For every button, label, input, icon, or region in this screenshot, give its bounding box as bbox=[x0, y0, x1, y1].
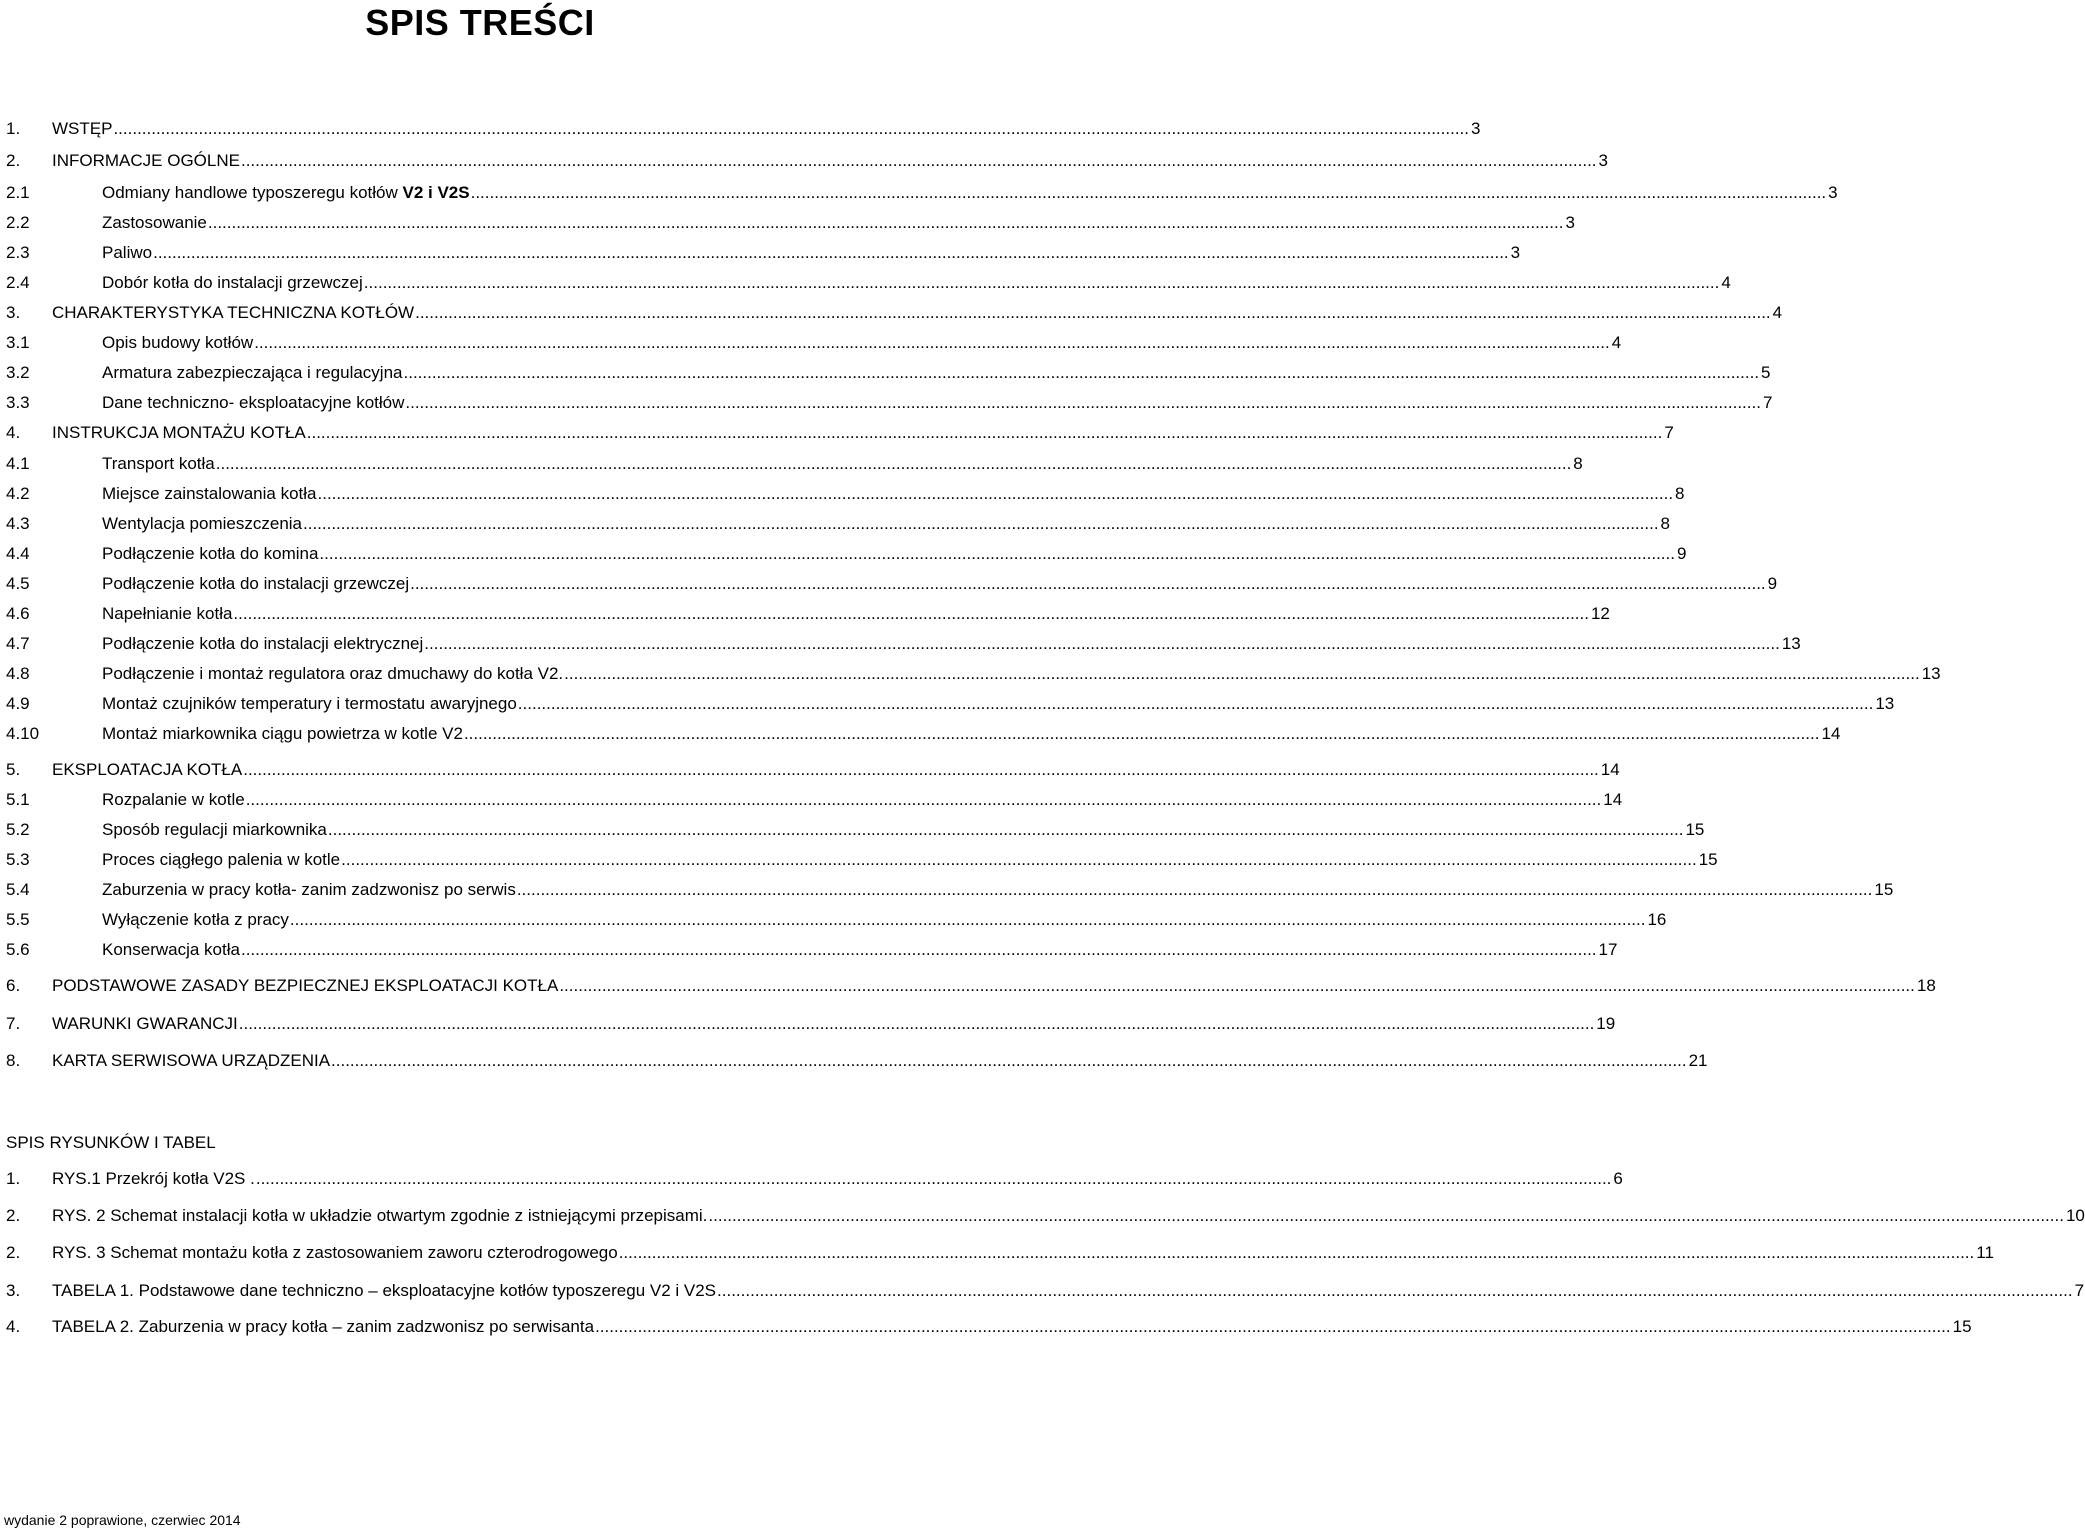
toc-entry[interactable] bbox=[6, 1048, 1708, 1074]
entry-title-text: Podłączenie kotła do komina bbox=[102, 544, 319, 563]
dot-leader bbox=[327, 817, 1684, 843]
page-number: 3 bbox=[1828, 183, 1838, 202]
entry-number: 1. bbox=[6, 1169, 21, 1188]
entry-title-text: INSTRUKCJA MONTAŻU KOTŁA bbox=[52, 423, 306, 442]
entry-number: 4.1 bbox=[6, 454, 30, 473]
entry-title-text: Wyłączenie kotła z pracy bbox=[102, 910, 289, 929]
page-number: 5 bbox=[1761, 363, 1771, 382]
page-number: 14 bbox=[1600, 760, 1620, 779]
entry-title bbox=[52, 1278, 716, 1304]
entry-number: 7. bbox=[6, 1014, 21, 1033]
toc-entry[interactable] bbox=[6, 907, 1667, 933]
entry-title bbox=[102, 787, 245, 813]
entry-title-text: Opis budowy kotłów bbox=[102, 333, 254, 352]
entry-number: 3. bbox=[6, 303, 21, 322]
entry-title bbox=[102, 721, 463, 747]
page-number: 8 bbox=[1573, 454, 1583, 473]
figure-entry[interactable] bbox=[6, 1240, 1994, 1266]
entry-number: 5.1 bbox=[6, 790, 30, 809]
entry-number: 2.2 bbox=[6, 213, 30, 232]
entry-title-text: Montaż czujników temperatury i termostatu awaryjnego bbox=[102, 694, 517, 713]
page-number: 7 bbox=[2074, 1281, 2085, 1300]
page-number: 3 bbox=[1598, 151, 1608, 170]
dot-leader bbox=[404, 390, 1761, 416]
toc-entry[interactable] bbox=[6, 300, 1783, 326]
entry-title-text: TABELA 2. Zaburzenia w pracy kotła – zanim zadzwonisz po serwisanta bbox=[52, 1317, 595, 1336]
toc-entry[interactable] bbox=[6, 817, 1705, 843]
page-number: 13 bbox=[1875, 694, 1895, 713]
page-number: 14 bbox=[1603, 790, 1623, 809]
page-number: 14 bbox=[1821, 724, 1841, 743]
entry-number: 4.9 bbox=[6, 694, 30, 713]
entry-number: 3.2 bbox=[6, 363, 30, 382]
page-number: 13 bbox=[1921, 664, 1941, 683]
page-number: 15 bbox=[1698, 850, 1718, 869]
entry-title bbox=[102, 817, 327, 843]
entry-title-text: Armatura zabezpieczająca i regulacyjna bbox=[102, 363, 403, 382]
dot-leader bbox=[306, 420, 1663, 446]
page-number: 15 bbox=[1952, 1317, 1972, 1336]
entry-title-text: TABELA 1. Podstawowe dane techniczno – eksploatacyjne kotłów typoszeregu V2 i V2S bbox=[52, 1281, 717, 1300]
page-number: 4 bbox=[1611, 333, 1622, 352]
entry-title bbox=[102, 481, 317, 507]
dot-leader bbox=[594, 1314, 1951, 1340]
entry-title-text: Miejsce zainstalowania kotła bbox=[102, 484, 317, 503]
entry-title-text: Montaż miarkownika ciągu powietrza w kotle V2 bbox=[102, 724, 463, 743]
toc-entry[interactable] bbox=[6, 691, 1895, 717]
toc-entry[interactable] bbox=[6, 240, 1521, 266]
page-number: 4 bbox=[1721, 273, 1731, 292]
entry-number: 2. bbox=[6, 1206, 21, 1225]
entry-title bbox=[102, 691, 517, 717]
entry-number: 4.5 bbox=[6, 574, 30, 593]
entry-number: 4.4 bbox=[6, 544, 30, 563]
entry-title bbox=[52, 1240, 618, 1266]
entry-number: 8. bbox=[6, 1051, 21, 1070]
entry-title-text: PODSTAWOWE ZASADY BEZPIECZNEJ EKSPLOATACJI KOTŁA bbox=[52, 976, 559, 995]
entry-title bbox=[52, 1048, 330, 1074]
entry-title bbox=[52, 1166, 255, 1192]
page-number: 17 bbox=[1598, 940, 1618, 959]
toc-entry[interactable] bbox=[6, 937, 1618, 963]
entry-number: 4.6 bbox=[6, 604, 30, 623]
entry-title-text: Paliwo bbox=[102, 243, 153, 262]
dot-leader bbox=[253, 330, 1610, 356]
page-number: 7 bbox=[1762, 393, 1773, 412]
entry-number: 2. bbox=[6, 151, 21, 170]
dot-leader bbox=[240, 148, 1597, 174]
entry-title bbox=[102, 210, 207, 236]
toc-entry[interactable] bbox=[6, 330, 1622, 356]
entry-title-text: KARTA SERWISOWA URZĄDZENIA bbox=[52, 1051, 331, 1070]
entry-title-text: Konserwacja kotła bbox=[102, 940, 240, 959]
entry-title bbox=[102, 571, 409, 597]
entry-number: 6. bbox=[6, 976, 21, 995]
entry-title-text: EKSPLOATACJA KOTŁA bbox=[52, 760, 243, 779]
entry-number: 3.1 bbox=[6, 333, 30, 352]
entry-number: 2.4 bbox=[6, 273, 30, 292]
entry-title-text: CHARAKTERYSTYKA TECHNICZNA KOTŁÓW bbox=[52, 303, 415, 322]
toc-entry[interactable] bbox=[6, 721, 1841, 747]
entry-title-text: Zaburzenia w pracy kotła- zanim zadzwonisz po serwis bbox=[102, 880, 516, 899]
toc-entry[interactable] bbox=[6, 631, 1801, 657]
dot-leader bbox=[238, 1011, 1595, 1037]
dot-leader bbox=[340, 847, 1697, 873]
entry-number: 5.6 bbox=[6, 940, 30, 959]
entry-title-text: WSTĘP bbox=[52, 119, 113, 138]
entry-title-text: Proces ciągłego palenia w kotle bbox=[102, 850, 341, 869]
entry-number: 2.1 bbox=[6, 183, 30, 202]
entry-number: 5.5 bbox=[6, 910, 30, 929]
entry-number: 5. bbox=[6, 760, 21, 779]
entry-number: 4.7 bbox=[6, 634, 30, 653]
entry-title-text: Wentylacja pomieszczenia bbox=[102, 514, 302, 533]
entry-title bbox=[52, 1203, 707, 1229]
toc-entry[interactable] bbox=[6, 210, 1575, 236]
page-number: 13 bbox=[1781, 634, 1801, 653]
figure-entry[interactable] bbox=[6, 1203, 2085, 1229]
dot-leader bbox=[707, 1203, 2064, 1229]
entry-title bbox=[102, 451, 215, 477]
page-number: 12 bbox=[1590, 604, 1610, 623]
entry-title-text: Zastosowanie bbox=[102, 213, 207, 232]
page-number: 11 bbox=[1976, 1243, 1994, 1262]
dot-leader bbox=[517, 691, 1874, 717]
dot-leader bbox=[240, 937, 1597, 963]
entry-number: 5.3 bbox=[6, 850, 30, 869]
entry-title bbox=[102, 631, 423, 657]
dot-leader bbox=[245, 787, 1602, 813]
page-number: 6 bbox=[1613, 1169, 1623, 1188]
entry-title-text: Dane techniczno- eksploatacyjne kotłów bbox=[102, 393, 405, 412]
toc-entry[interactable] bbox=[6, 270, 1731, 296]
dot-leader bbox=[363, 270, 1720, 296]
entry-number: 5.4 bbox=[6, 880, 30, 899]
dot-leader bbox=[302, 511, 1659, 537]
figure-entry[interactable] bbox=[6, 1314, 1972, 1340]
entry-title-text: Napełnianie kotła bbox=[102, 604, 233, 623]
entry-title bbox=[52, 1011, 238, 1037]
entry-title bbox=[102, 601, 232, 627]
dot-leader bbox=[112, 116, 1469, 142]
toc-entry[interactable] bbox=[6, 148, 1608, 174]
entry-title bbox=[102, 661, 563, 687]
entry-title bbox=[102, 541, 318, 567]
dot-leader bbox=[207, 210, 1564, 236]
page-number: 21 bbox=[1688, 1051, 1708, 1070]
entry-title bbox=[52, 1314, 594, 1340]
dot-leader bbox=[414, 300, 1771, 326]
dot-leader bbox=[255, 1166, 1612, 1192]
entry-title-text: WARUNKI GWARANCJI bbox=[52, 1014, 238, 1033]
toc-entry[interactable] bbox=[6, 420, 1674, 446]
dot-leader bbox=[289, 907, 1646, 933]
entry-title bbox=[102, 180, 470, 206]
figure-entry[interactable] bbox=[6, 1166, 1623, 1192]
entry-title-text: Podłączenie i montaż regulatora oraz dmuchawy do kotła V2. bbox=[102, 664, 564, 683]
toc-entry[interactable] bbox=[6, 180, 1838, 206]
entry-title bbox=[102, 240, 152, 266]
toc-entry[interactable] bbox=[6, 787, 1623, 813]
toc-entry[interactable] bbox=[6, 847, 1718, 873]
figures-heading: SPIS RYSUNKÓW I TABEL bbox=[6, 1133, 216, 1152]
entry-title bbox=[52, 757, 242, 783]
dot-leader bbox=[470, 180, 1827, 206]
page-number: 9 bbox=[1676, 544, 1687, 563]
toc-entry[interactable] bbox=[6, 757, 1620, 783]
entry-title bbox=[102, 330, 253, 356]
toc-entry[interactable] bbox=[6, 661, 1941, 687]
entry-title-text: Transport kotła bbox=[102, 454, 215, 473]
entry-number: 3. bbox=[6, 1281, 21, 1300]
entry-title bbox=[102, 937, 240, 963]
entry-title-text: Odmiany handlowe typoszeregu kotłów bbox=[102, 183, 403, 202]
entry-title bbox=[52, 420, 306, 446]
entry-title-text: INFORMACJE OGÓLNE bbox=[52, 151, 240, 170]
entry-title bbox=[52, 116, 112, 142]
entry-number: 5.2 bbox=[6, 820, 30, 839]
entry-title-text: Sposób regulacji miarkownika bbox=[102, 820, 327, 839]
entry-title-text: RYS.1 Przekrój kotła V2S . bbox=[52, 1169, 255, 1188]
figure-entry[interactable] bbox=[6, 1278, 2085, 1304]
page-number: 3 bbox=[1471, 119, 1481, 138]
page-number: 8 bbox=[1675, 484, 1685, 503]
dot-leader bbox=[330, 1048, 1687, 1074]
dot-leader bbox=[318, 541, 1675, 567]
entry-number: 4.3 bbox=[6, 514, 30, 533]
entry-title bbox=[102, 877, 516, 903]
dot-leader bbox=[317, 481, 1674, 507]
toc-entry[interactable] bbox=[6, 877, 1894, 903]
toc-entry[interactable] bbox=[6, 481, 1685, 507]
entry-title bbox=[52, 148, 240, 174]
page-number: 10 bbox=[2065, 1206, 2085, 1225]
entry-number: 3.3 bbox=[6, 393, 30, 412]
page-number: 15 bbox=[1685, 820, 1705, 839]
dot-leader bbox=[463, 721, 1820, 747]
dot-leader bbox=[215, 451, 1572, 477]
dot-leader bbox=[558, 973, 1915, 999]
entry-title bbox=[52, 973, 558, 999]
toc-entry[interactable] bbox=[6, 571, 1778, 597]
page-number: 3 bbox=[1510, 243, 1521, 262]
entry-title-text: RYS. 2 Schemat instalacji kotła w układzie otwartym zgodnie z istniejącymi przepisami. bbox=[52, 1206, 708, 1225]
page-number: 18 bbox=[1916, 976, 1936, 995]
dot-leader bbox=[152, 240, 1509, 266]
page-number: 8 bbox=[1660, 514, 1671, 533]
entry-title-bold: V2 i V2S bbox=[402, 183, 470, 202]
toc-entry[interactable] bbox=[6, 116, 1481, 142]
toc-entry[interactable] bbox=[6, 511, 1671, 537]
entry-title bbox=[102, 907, 289, 933]
dot-leader bbox=[232, 601, 1589, 627]
entry-number: 4.2 bbox=[6, 484, 30, 503]
entry-title-text: RYS. 3 Schemat montażu kotła z zastosowaniem zaworu czterodrogowego bbox=[52, 1243, 618, 1262]
page-number: 4 bbox=[1772, 303, 1783, 322]
page-title: SPIS TREŚCI bbox=[365, 2, 595, 43]
toc-entry[interactable] bbox=[6, 601, 1610, 627]
toc-entry[interactable] bbox=[6, 360, 1771, 386]
page-number: 7 bbox=[1664, 423, 1674, 442]
entry-title bbox=[102, 390, 404, 416]
page-number: 19 bbox=[1596, 1014, 1616, 1033]
dot-leader bbox=[716, 1278, 2073, 1304]
dot-leader bbox=[618, 1240, 1975, 1266]
dot-leader bbox=[423, 631, 1780, 657]
page-number: 16 bbox=[1647, 910, 1667, 929]
dot-leader bbox=[409, 571, 1766, 597]
entry-title-text: Rozpalanie w kotle bbox=[102, 790, 245, 809]
entry-number: 2.3 bbox=[6, 243, 30, 262]
entry-title-text: Podłączenie kotła do instalacji grzewczej bbox=[102, 574, 410, 593]
toc-entry[interactable] bbox=[6, 451, 1583, 477]
dot-leader bbox=[563, 661, 1920, 687]
entry-title-text: Dobór kotła do instalacji grzewczej bbox=[102, 273, 363, 292]
page-number: 3 bbox=[1565, 213, 1575, 232]
footer-edition: wydanie 2 poprawione, czerwiec 2014 bbox=[4, 1512, 241, 1528]
entry-title-text: Podłączenie kotła do instalacji elektrycznej bbox=[102, 634, 424, 653]
entry-title bbox=[102, 847, 340, 873]
entry-number: 4. bbox=[6, 1317, 21, 1336]
toc-entry[interactable] bbox=[6, 390, 1773, 416]
entry-number: 4.10 bbox=[6, 724, 40, 743]
toc-entry[interactable] bbox=[6, 973, 1936, 999]
page-number: 9 bbox=[1767, 574, 1778, 593]
entry-title bbox=[52, 300, 414, 326]
dot-leader bbox=[242, 757, 1599, 783]
toc-entry[interactable] bbox=[6, 1011, 1616, 1037]
entry-title bbox=[102, 270, 363, 296]
entry-title bbox=[102, 511, 302, 537]
entry-number: 2. bbox=[6, 1243, 21, 1262]
entry-number: 4.8 bbox=[6, 664, 30, 683]
page-number: 15 bbox=[1874, 880, 1894, 899]
entry-number: 1. bbox=[6, 119, 21, 138]
dot-leader bbox=[516, 877, 1873, 903]
dot-leader bbox=[403, 360, 1760, 386]
entry-title bbox=[102, 360, 403, 386]
toc-entry[interactable] bbox=[6, 541, 1687, 567]
entry-number: 4. bbox=[6, 423, 21, 442]
